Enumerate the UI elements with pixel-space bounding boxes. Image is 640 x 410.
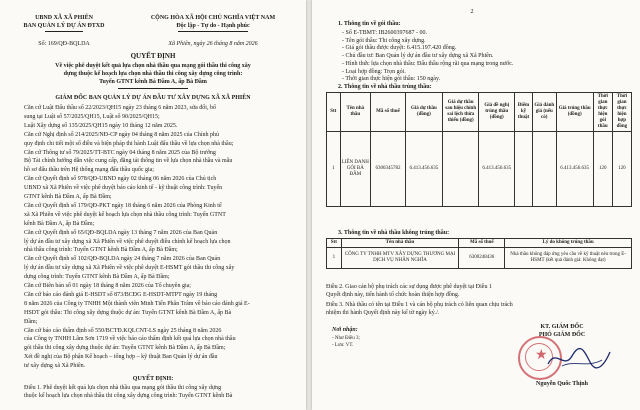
handwritten-signature-icon bbox=[544, 346, 614, 372]
agency-line-1: UBND XÃ XÃ PHIÊN bbox=[35, 15, 93, 21]
legal-basis-line: Căn cứ báo cáo thẩm định số 550/BCTĐ.KQLCNT-LS ngày 25 tháng 8 năm 2026 bbox=[24, 327, 222, 334]
legal-basis-line: Căn cứ Thông tư số 79/2025/TT-BTC ngày 04 tháng 8 năm 2025 của Bộ trưởng bbox=[24, 149, 216, 156]
winning-bidder-cell: 6.413.456.635 bbox=[479, 132, 515, 207]
decision-page-1 bbox=[0, 0, 306, 410]
winning-bidder-column-header: Tên nhà thầu bbox=[340, 93, 371, 132]
legal-basis-line: Bộ Tài chính hướng dẫn việc cung cấp, đăng tải thông tin về lựa chọn nhà thầu và mẫu bbox=[24, 158, 233, 165]
recipient-item: - Lưu: VT. bbox=[332, 343, 354, 348]
winning-bidder-cell: 120 bbox=[593, 132, 612, 207]
losing-bidder-column-header: Tên nhà thầu bbox=[341, 239, 459, 248]
legal-basis-line: Căn cứ báo cáo đánh giá E-HSDT số 873/BCĐG E-HSDT-MTPT ngày 19 tháng bbox=[24, 291, 218, 298]
winning-bidder-cell: 1 bbox=[327, 132, 341, 207]
document-number: Số: 169/QĐ-BQLDA bbox=[38, 41, 90, 47]
losing-bidder-table bbox=[326, 238, 632, 269]
legal-basis-line: Đầm; bbox=[24, 318, 38, 325]
winning-bidder-header-row bbox=[327, 93, 632, 132]
legal-basis-line: GTNT kênh Bà Đầm A, ấp Bà Đầm; bbox=[24, 194, 112, 200]
legal-basis-line: gói thầu thi công xây dựng thuộc dự án: Tuyến GTNT kênh Bà Đầm A, ấp Bà Đầm; bbox=[24, 345, 226, 352]
article-2-line-1: Điều 2. Giao cán bộ phụ trách các sự dụng được phê duyệt tại Điều 1 bbox=[326, 284, 492, 290]
signer-name: Nguyễn Quốc Thịnh bbox=[536, 381, 588, 387]
losing-bidder-cell: CÔNG TY TNHH MTV XÂY DỰNG THƯƠNG MẠI DỊCH VỤ NHÂN NGHĨA bbox=[341, 248, 459, 269]
section-3-title: 3. Thông tin về nhà thầu không trúng thầu: bbox=[338, 230, 450, 236]
losing-bidder-column-header: Stt bbox=[327, 239, 342, 248]
motto-underline bbox=[178, 31, 248, 32]
article-3-line-1: Điều 3. Nhà thầu có tên tại Điều 1 và cán bộ phụ trách có liên quan chịu trách bbox=[326, 302, 513, 308]
legal-basis-line: Căn cứ Quyết định số 978/QĐ-UBND ngày 02 tháng 06 năm 2026 của Chủ tịch bbox=[24, 176, 217, 183]
package-info-item: - Tên gói thầu: Thi công xây dựng. bbox=[342, 37, 426, 44]
legal-basis-line: Căn cứ Quyết định số 179/QĐ-PKT ngày 18 tháng 6 năm 2026 của Phòng Kinh tế bbox=[24, 202, 222, 209]
decision-title: QUYẾT ĐỊNH bbox=[130, 52, 176, 60]
republic-heading: CỘNG HÒA XÃ HỘI CHỦ NGHĨA VIỆT NAM bbox=[150, 15, 276, 21]
page-number: 2 bbox=[470, 9, 474, 15]
package-info-item: - Chủ đầu tư: Ban Quản lý dự án đầu tư xây dựng xã Xã Phiên. bbox=[342, 53, 494, 60]
legal-basis-line: UBND xã Xã Phiên về việc phê duyệt báo cáo kinh tế - kỹ thuật công trình: Tuyến bbox=[24, 185, 223, 192]
signer-title-2: PHÓ GIÁM ĐỐC bbox=[538, 332, 586, 338]
legal-basis-line: Căn cứ Biên bản số 01 ngày 18 tháng 8 năm 2026 của Tổ chuyên gia; bbox=[24, 283, 191, 289]
package-info-item: - Số E-TBMT: IB2600397687 - 00. bbox=[342, 30, 428, 36]
legal-basis-line: Căn cứ Luật Đấu thầu số 22/2023/QH15 ngày 23 tháng 6 năm 2023, sửa đổi, bổ bbox=[24, 105, 216, 111]
winning-bidder-column-header: Mã số thuế bbox=[371, 93, 406, 132]
legal-basis-line: quy định chi tiết một số điều và biện pháp thi hành Luật đấu thầu về lựa chọn nhà thầu; bbox=[24, 140, 234, 147]
losing-bidder-cell: 6300248436 bbox=[459, 248, 505, 269]
official-seal-icon: ★ bbox=[518, 336, 562, 380]
losing-bidder-column-header: Lý do không trúng thầu bbox=[505, 239, 632, 248]
article-1-text: Điều 1. Phê duyệt kết quả lựa chọn nhà thầu qua mạng gói thầu thi công xây dựng bbox=[24, 385, 222, 391]
legal-basis-line: của Công ty TNHH Lâm Sơn 1719 về việc báo cáo thẩm định kết quả lựa chọn nhà thầu bbox=[24, 336, 236, 343]
winning-bidder-cell: 6300345782 bbox=[371, 132, 406, 207]
legal-basis-line: 8 năm 2026 của Công ty TNHH Một thành viên Minh Tiến Phân Trâm về báo cáo đánh giá E- bbox=[24, 300, 250, 307]
recipients-label: Nơi nhận: bbox=[332, 327, 358, 333]
losing-bidder-header-row bbox=[327, 239, 632, 248]
legal-basis-line: nhà thầu công trình: Tuyến GTNT kênh Bà Đầm A, ấp Bà Đầm; bbox=[24, 247, 178, 254]
package-info-item: - Thời gian thực hiện gói thầu: 150 ngày. bbox=[342, 76, 441, 83]
winning-bidder-cell bbox=[515, 132, 533, 207]
subject-line-3: Tuyến GTNT kênh Bà Đầm A, ấp Bà Đầm bbox=[99, 79, 207, 85]
package-info-item: - Giá gói thầu được duyệt: 6.415.197.420 đồng. bbox=[342, 45, 457, 52]
legal-basis-line: Căn cứ Quyết định số 102/QĐ-BQLDA ngày 24 tháng 7 năm 2026 của Ban Quản bbox=[24, 256, 221, 263]
legal-basis-line: lý dự án đầu tư xây dựng xã Xã Phiên về việc phê duyệt E-HSMT gói thầu thi công xây bbox=[24, 265, 235, 272]
legal-basis-line: hồ sơ đấu thầu trên Hệ thống mạng đấu thầu quốc gia; bbox=[24, 167, 154, 174]
winning-bidder-column-header: Giá dự thầu sau hiệu chỉnh sai lệch thừa thiếu (đồng) bbox=[442, 93, 478, 132]
place-and-date: Xã Phiên, ngày 26 tháng 8 năm 2026 bbox=[168, 41, 258, 47]
winning-bidder-cell: 120 bbox=[612, 132, 631, 207]
legal-basis-line: Căn cứ Nghị định số 214/2025/NĐ-CP ngày 04 tháng 8 năm 2025 của Chính phủ bbox=[24, 131, 220, 138]
legal-basis-line: lý dự án đầu tư xây dựng xã Xã Phiên về việc phê duyệt điều chỉnh kế hoạch lựa chọn bbox=[24, 238, 231, 245]
agency-line-2: BAN QUẢN LÝ DỰ ÁN ĐTXD bbox=[23, 23, 105, 29]
winning-bidder-cell: 6.413.456.635 bbox=[405, 132, 442, 207]
package-info-item: - Hình thức lựa chọn nhà thầu: Đấu thầu rộng rãi qua mạng trong nước. bbox=[342, 60, 514, 67]
winning-bidder-cell: LIÊN DANH GÓI BÀ ĐẦM bbox=[340, 132, 371, 207]
winning-bidder-column-header: Thời gian thực hiện gói thầu bbox=[593, 93, 612, 132]
winning-bidder-column-header: Thời gian thực hiện hợp đồng bbox=[612, 93, 631, 132]
legal-basis-line: Xét đề nghị của Bộ phận Kế hoạch – tổng hợp – kỹ thuật Ban Quản lý dự án đầu bbox=[24, 354, 218, 361]
winning-bidder-cell: 6.413.456.635 bbox=[556, 132, 593, 207]
legal-basis-line: HSDT gói thầu: Thi công xây dựng thuộc dự án: Tuyến GTNT kênh Bà Đầm A, ấp Bà bbox=[24, 309, 232, 316]
legal-basis-line: sung tại Luật số 57/2025/QH15, Luật số 90/2025/QH15; bbox=[24, 113, 160, 120]
losing-bidder-row bbox=[327, 248, 632, 269]
winning-bidder-table bbox=[326, 92, 632, 207]
subject-line-1: Về việc phê duyệt kết quả lựa chọn nhà thầu qua mạng gói thầu thi công xây bbox=[55, 63, 251, 69]
article-3-line-2: nhiệm thi hành Quyết định này kể từ ngày ký./. bbox=[326, 310, 440, 316]
losing-bidder-cell: 1 bbox=[327, 248, 342, 269]
signer-title-1: KT. GIÁM ĐỐC bbox=[540, 324, 584, 330]
losing-bidder-column-header: Mã số thuế bbox=[459, 239, 505, 248]
losing-bidder-cell: Nhà thầu không đáp ứng yêu cầu về kỹ thuật nêu trong E-HSMT (kết quả đánh giá: Không đạt) bbox=[505, 248, 632, 269]
legal-basis-line: xã Xã Phiên về việc phê duyệt kế hoạch lựa chọn nhà thầu công trình: Tuyến GTNT bbox=[24, 211, 226, 218]
decision-page-2 bbox=[312, 0, 640, 410]
winning-bidder-column-header: Giá dự thầu (đồng) bbox=[405, 93, 442, 132]
legal-basis-line: tư xây dựng xã Xã Phiên. bbox=[24, 363, 86, 370]
section-1-title: 1. Thông tin về gói thầu: bbox=[338, 21, 401, 27]
national-motto: Độc lập - Tự do - Hạnh phúc bbox=[176, 23, 250, 29]
winning-bidder-row bbox=[327, 132, 632, 207]
article-2-line-2: Quyết định này, tiến hành tổ chức hoàn thiện hợp đồng. bbox=[326, 292, 460, 298]
winning-bidder-column-header: Điểm kỹ thuật bbox=[515, 93, 533, 132]
package-info-item: - Loại hợp đồng: Trọn gói. bbox=[342, 68, 406, 75]
issuing-authority: GIÁM ĐỐC BAN QUẢN LÝ DỰ ÁN ĐẦU TƯ XÂY DỰNG XÃ XÃ PHIÊN bbox=[55, 95, 251, 101]
legal-basis-line: kênh Bà Đầm A, ấp Bà Đầm; bbox=[24, 220, 95, 227]
winning-bidder-column-header: Giá đề nghị trúng thầu (đồng) bbox=[479, 93, 515, 132]
section-2-title: 2. Thông tin về nhà thầu trúng thầu: bbox=[338, 84, 432, 90]
winning-bidder-column-header: Stt bbox=[327, 93, 341, 132]
subject-underline bbox=[118, 88, 188, 89]
winning-bidder-cell bbox=[442, 132, 478, 207]
legal-basis-line: dựng công trình: Tuyến GTNT kênh Bà Đầm A, ấp Bà Đầm; bbox=[24, 274, 170, 281]
agency-underline bbox=[45, 31, 83, 32]
recipient-item: - Như Điều 3; bbox=[332, 336, 360, 341]
winning-bidder-column-header: Giá trúng thầu (đồng) bbox=[556, 93, 593, 132]
article-1-continued: thuộc kế hoạch lựa chọn nhà thầu thi công xây dựng công trình: Tuyến GTNT kênh Bà bbox=[24, 393, 233, 399]
decision-label: QUYẾT ĐỊNH: bbox=[132, 376, 174, 382]
subject-line-2: dựng thuộc kế hoạch lựa chọn nhà thầu thi công xây dựng công trình: bbox=[63, 71, 243, 77]
legal-basis-line: Luật Xây dựng số 135/2025/QH15 ngày 10 tháng 12 năm 2025. bbox=[24, 122, 178, 129]
winning-bidder-cell bbox=[532, 132, 556, 207]
winning-bidder-column-header: Giá đánh giá (nếu có) bbox=[532, 93, 556, 132]
legal-basis-line: Căn cứ Quyết định số 65/QĐ-BQLDA ngày 13 tháng 7 năm 2026 của Ban Quản bbox=[24, 229, 218, 236]
